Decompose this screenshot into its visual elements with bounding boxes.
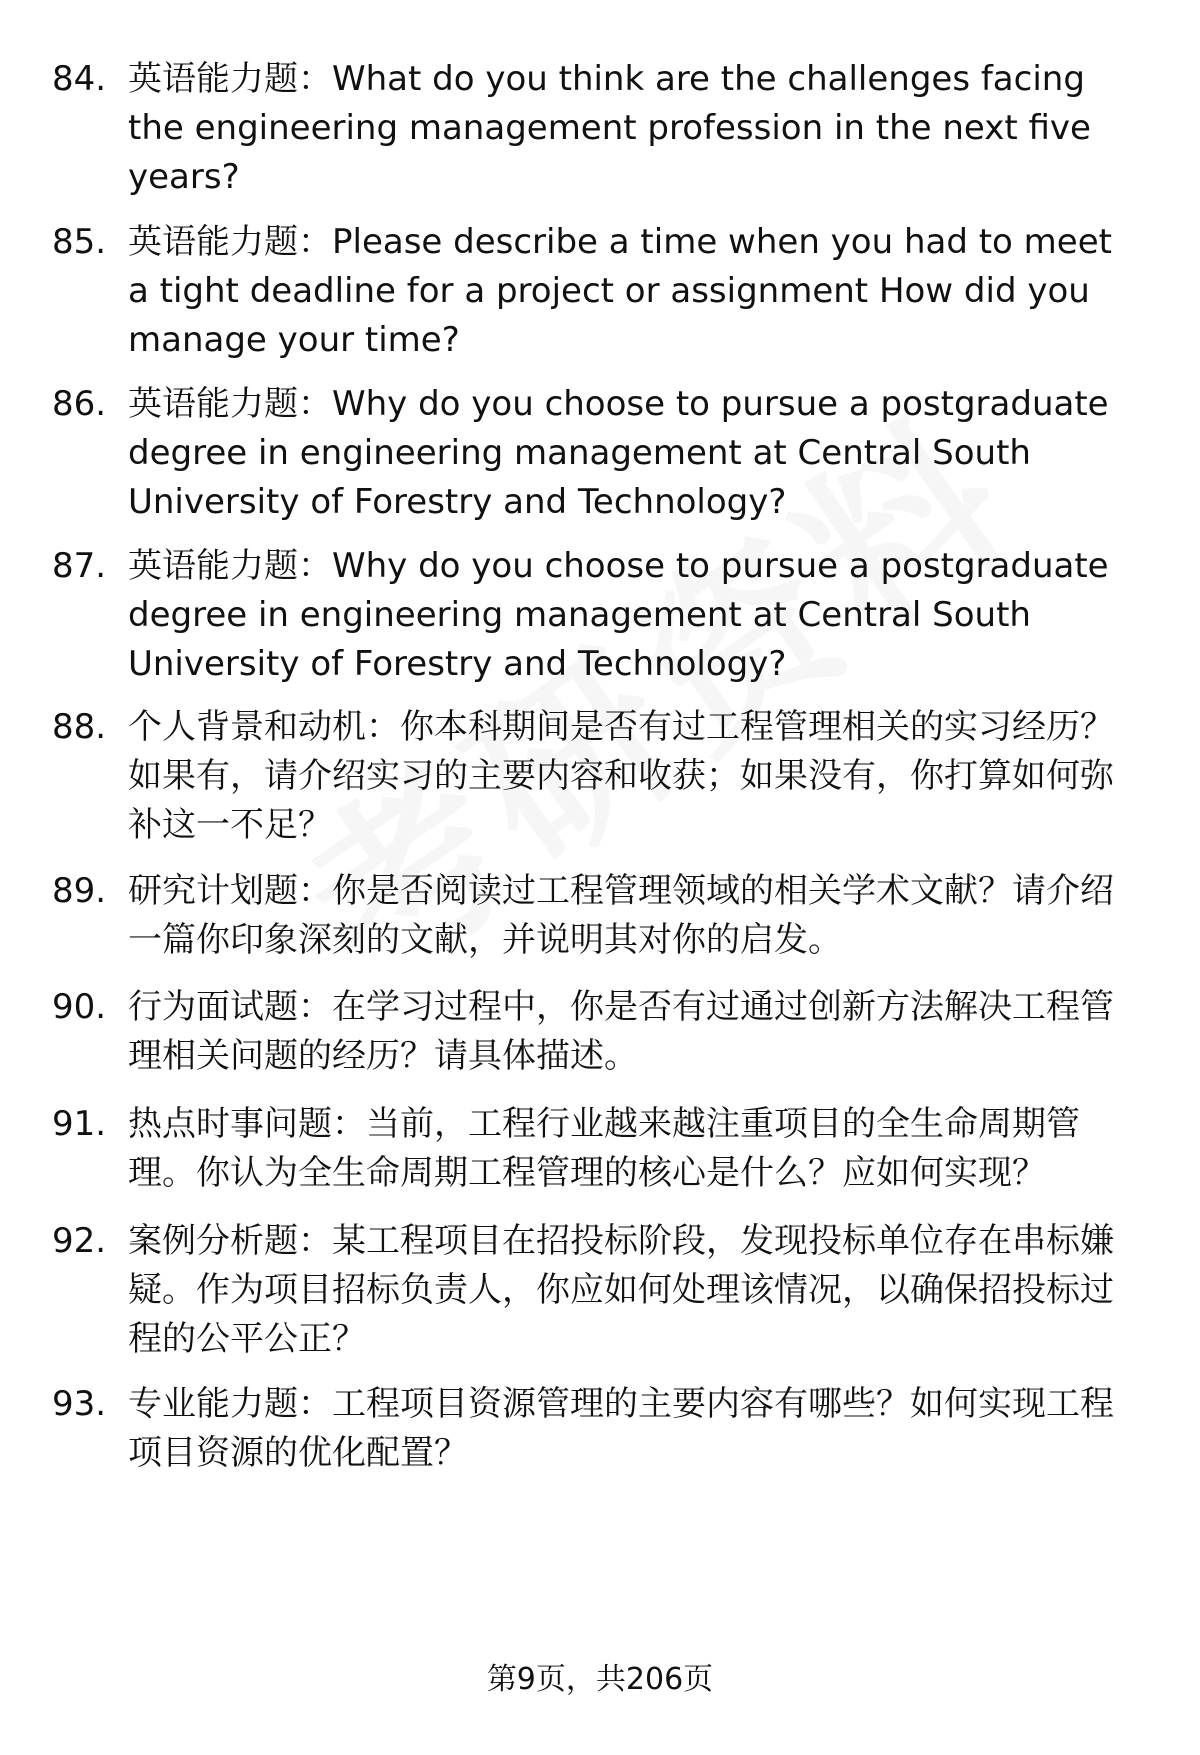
question-text: 英语能力题：What do you think are the challenges facing the engineering management profession in the next five years?: [128, 59, 1091, 197]
question-text: 案例分析题：某工程项目在招投标阶段，发现投标单位存在串标嫌疑。作为项目招标负责人，你应如何处理该情况，以确保招投标过程的公平公正？: [128, 1221, 1114, 1359]
question-text: 个人背景和动机：你本科期间是否有过工程管理相关的实习经历？如果有，请介绍实习的主要内容和收获；如果没有，你打算如何弥补这一不足？: [128, 707, 1114, 845]
question-number: 93.: [52, 1384, 107, 1424]
question-number: 92.: [52, 1221, 107, 1261]
question-number: 88.: [52, 707, 107, 747]
question-number: 90.: [52, 987, 107, 1027]
question-number: 86.: [52, 384, 107, 424]
page-footer: 第9页，共206页: [486, 1662, 714, 1697]
question-text: 英语能力题：Why do you choose to pursue a postgraduate degree in engineering management at Central South University of Forestry and Technology?: [128, 384, 1109, 522]
question-number: 87.: [52, 546, 107, 586]
question-number: 84.: [52, 59, 107, 99]
question-text: 英语能力题：Please describe a time when you had to meet a tight deadline for a project or assignment How did you manage your time?: [128, 222, 1112, 360]
question-number: 91.: [52, 1104, 107, 1144]
question-text: 行为面试题：在学习过程中，你是否有过通过创新方法解决工程管理相关问题的经历？请具体描述。: [128, 987, 1114, 1076]
question-text: 英语能力题：Why do you choose to pursue a postgraduate degree in engineering management at Central South University of Forestry and Technology?: [128, 546, 1109, 684]
question-number: 85.: [52, 222, 107, 262]
question-text: 研究计划题：你是否阅读过工程管理领域的相关学术文献？请介绍一篇你印象深刻的文献，并说明其对你的启发。: [128, 871, 1114, 960]
question-text: 热点时事问题：当前，工程行业越来越注重项目的全生命周期管理。你认为全生命周期工程管理的核心是什么？应如何实现？: [128, 1104, 1080, 1193]
question-text: 专业能力题：工程项目资源管理的主要内容有哪些？如何实现工程项目资源的优化配置？: [128, 1384, 1114, 1473]
question-number: 89.: [52, 871, 107, 911]
